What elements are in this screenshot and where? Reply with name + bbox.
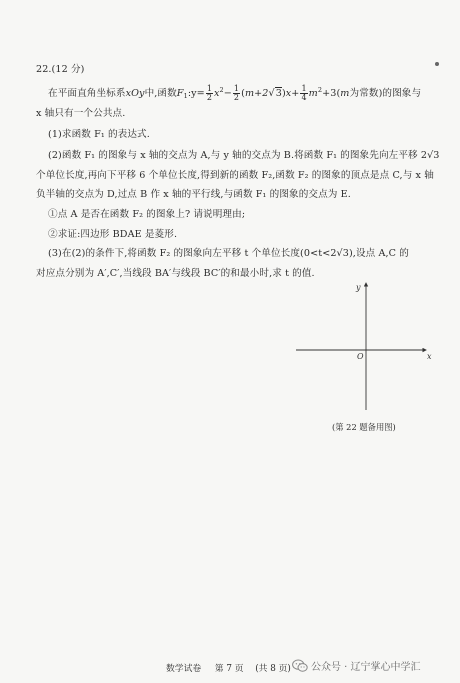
colon-y: :y= xyxy=(187,88,205,99)
intro-xoy: xOy xyxy=(125,88,145,99)
wechat-icon xyxy=(292,659,308,673)
fraction-half-2: $\frac{1}{2}$ xyxy=(233,84,240,102)
part-2-line-3: 负半轴的交点为 D,过点 B 作 x 轴的平行线,与函数 F₁ 的图象的交点为 E. xyxy=(36,189,351,200)
footer-total: (共 8 页) xyxy=(255,664,291,674)
problem-intro-line-2: x 轴只有一个公共点. xyxy=(36,108,126,119)
part-1: (1)求函数 F₁ 的表达式. xyxy=(48,129,150,140)
part-2-line-1: (2)函数 F₁ 的图象与 x 轴的交点为 A,与 y 轴的交点为 B.将函数 F₁ 的图象先向左平移 2√3 xyxy=(48,150,440,161)
corner-mark xyxy=(435,62,439,66)
part-2-line-2: 个单位长度,再向下平移 6 个单位长度,得到新的函数 F₂,函数 F₂ 的图象的顶点是点 C,与 x 轴 xyxy=(36,170,434,181)
problem-heading: 22.(12 分) xyxy=(36,64,85,75)
sub-question-2: ②求证:四边形 BDAE 是菱形. xyxy=(48,229,178,240)
x-axis-label: x xyxy=(427,352,432,361)
intro-text-1: 在平面直角坐标系 xyxy=(48,88,126,99)
intro-text-2: 中,函数 xyxy=(144,88,177,99)
part-3-line-2: 对应点分别为 A′,C′,当线段 BA′与线段 BC′的和最小时,求 t 的值. xyxy=(36,268,315,279)
footer-subject: 数学试卷 xyxy=(166,664,202,674)
sub-question-1: ①点 A 是否在函数 F₂ 的图象上? 请说明理由; xyxy=(48,209,246,220)
footer-page: 第 7 页 xyxy=(214,664,244,674)
origin-label: O xyxy=(357,352,364,361)
problem-intro-line-1: 在平面直角坐标系xOy中,函数$F_1:y=$ $\frac{1}{2}$ $x^2-$ $\frac{1}{2}$ (m+2√3)x+ $\frac{1}{4}$ $m^2+3(m$为常数)的图象与 xyxy=(48,84,422,102)
part-3-line-1: (3)在(2)的条件下,将函数 F₂ 的图象向左平移 t 个单位长度(0<t<2√3),设点 A,C 的 xyxy=(48,248,409,259)
watermark-text: 公众号 · 辽宁掌心中学汇 xyxy=(311,662,421,673)
y-axis-label: y xyxy=(356,283,361,292)
f1-symbol: F xyxy=(176,88,184,99)
sqrt-symbol: √ xyxy=(268,88,275,99)
fraction-half: $\frac{1}{2}$ xyxy=(206,84,213,102)
figure-caption: (第 22 题备用图) xyxy=(332,422,396,432)
fraction-quarter: $\frac{1}{4}$ xyxy=(301,84,307,102)
watermark xyxy=(292,658,421,673)
footer xyxy=(166,664,291,675)
